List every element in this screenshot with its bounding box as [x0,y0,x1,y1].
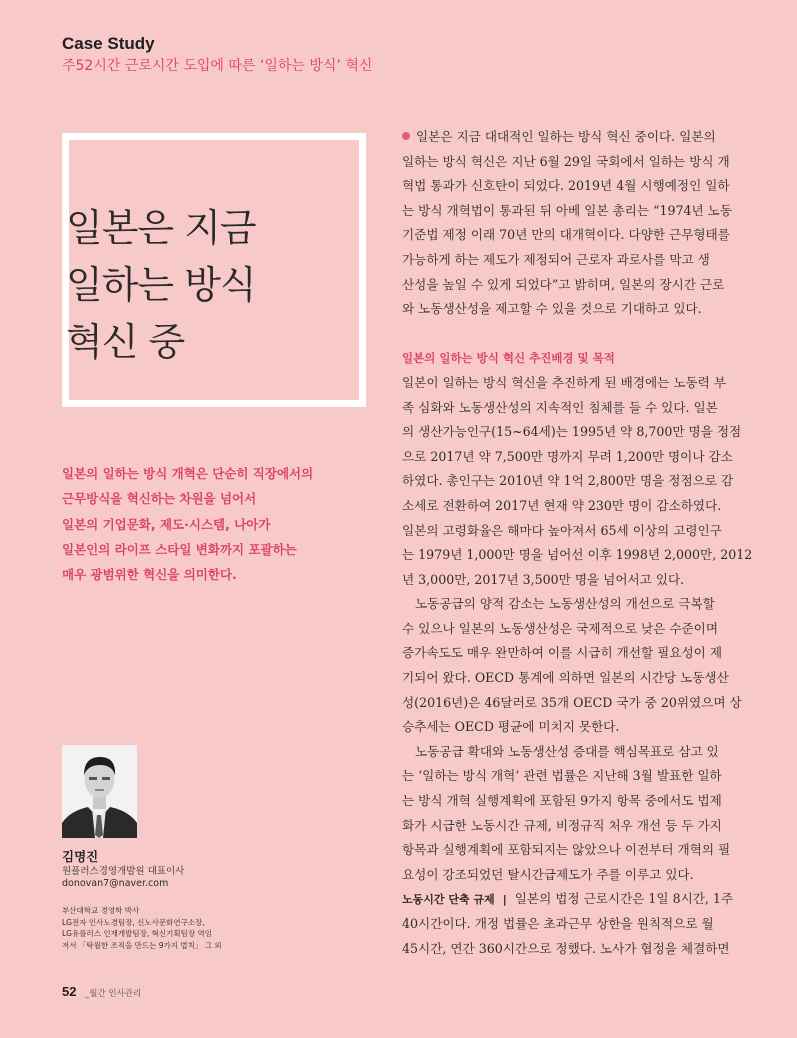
body-line: 는 ‘일하는 방식 개혁’ 관련 법률은 지난해 3월 발표한 일하 [402,768,722,784]
body-line: 일본이 일하는 방식 혁신을 추진하게 된 배경에는 노동력 부 [402,374,726,390]
body-line: 40시간이다. 개정 법률은 초과근무 상한을 원칙적으로 월 [402,916,714,931]
lead-line: 일본인의 라이프 스타일 변화까지 포괄하는 [62,541,297,557]
inline-heading: 노동시간 단축 규제 [402,893,495,907]
author-email: donovan7@naver.com [62,878,169,889]
body-line: 족 심화와 노동생산성의 지속적인 침체를 들 수 있다. 일본 [402,399,718,415]
body-line: 일본의 고령화율은 해마다 높아져서 65세 이상의 고령인구 [402,522,722,538]
body-line: 는 1979년 1,000만 명을 넘어선 이후 1998년 2,000만, 2012 [402,547,753,563]
inline-separator: | [502,893,507,907]
section-heading: 일본의 일하는 방식 혁신 추진배경 및 목적 [402,351,615,366]
author-portrait-image [62,745,137,838]
article-title-line: 일본은 지금 [66,206,256,250]
author-contact [62,866,184,890]
body-line: 노동공급의 양적 감소는 노동생산성의 개선으로 극복할 [415,596,715,612]
body-line: 증가속도도 매우 완만하여 이를 시급히 개선할 필요성이 제 [402,645,722,661]
body-line: 하였다. 총인구는 2010년 약 1억 2,800만 명을 정점으로 감 [402,473,734,489]
body-line: 는 방식 개혁 실행계획에 포함된 9가지 항목 중에서도 법제 [402,793,722,809]
body-line: 의 생산가능인구(15~64세)는 1995년 약 8,700만 명을 정점 [402,424,742,440]
publication-name: _월간 인사관리 [85,989,142,999]
body-line: 기준법 제정 이래 70년 만의 대개혁이다. 다양한 근무형태를 [402,227,730,243]
body-line: 는 방식 개혁법이 통과된 뒤 아베 일본 총리는 “1974년 노동 [402,202,732,218]
lead-line: 매우 광범위한 혁신을 의미한다. [62,567,237,583]
body-line: 으로 2017년 약 7,500만 명까지 무려 1,200만 명이나 감소 [402,448,733,464]
article-title-line: 일하는 방식 [66,263,256,307]
author-bio-line: 저서 「탁월한 조직을 만드는 9가지 법칙」 그 외 [62,940,222,950]
body-line-text: 일본의 법정 근로시간은 1일 8시간, 1주 [514,891,734,907]
author-bio-line: LG유플러스 인재개발팀장, 혁신기획팀장 역임 [62,929,212,938]
bullet-icon [402,132,410,140]
section-gap [402,322,726,347]
author-bio-line: 부산대학교 경영학 박사 [62,906,140,915]
body-line: 일하는 방식 혁신은 지난 6월 29일 국회에서 일하는 방식 개 [402,153,730,169]
article-title-line: 혁신 중 [66,320,185,364]
section-title: Case Study [62,34,155,53]
section-subtitle: 주52시간 근로시간 도입에 따른 ‘일하는 방식’ 혁신 [62,58,373,74]
author-title: 원플러스경영개발원 대표이사 [62,866,185,877]
body-line [402,125,726,150]
body-line: 승추세는 OECD 평균에 미치지 못한다. [402,719,620,735]
body-line-text: 일본은 지금 대대적인 일하는 방식 혁신 중이다. 일본의 [416,129,716,144]
body-line: 와 노동생산성을 제고할 수 있을 것으로 기대하고 있다. [402,301,702,317]
body-line: 성(2016년)은 46달러로 35개 OECD 국가 중 20위였으며 상 [402,694,742,710]
lead-line: 일본의 일하는 방식 개혁은 단순히 직장에서의 [62,466,314,481]
body-line [402,887,734,912]
lead-line: 근무방식을 혁신하는 차원을 넘어서 [62,491,257,507]
lead-line: 일본의 기업문화, 제도·시스템, 나아가 [62,516,271,532]
body-line: 혁법 통과가 신호탄이 되었다. 2019년 4월 시행예정인 일하 [402,178,730,194]
body-line: 산성을 높일 수 있게 되었다”고 밝히며, 일본의 장시간 근로 [402,276,725,292]
lead-summary [62,461,362,587]
author-name: 김명진 [62,849,99,864]
body-line: 요성이 강조되었던 탈시간급제도가 주를 이루고 있다. [402,866,694,882]
article-body [402,125,753,961]
body-line: 소세로 전환하여 2017년 현재 약 230만 명이 감소하였다. [402,497,722,513]
body-line: 년 3,000만, 2017년 3,500만 명을 넘어서고 있다. [402,571,685,587]
body-line: 가능하게 하는 제도가 제정되어 근로자 과로사를 막고 생 [402,251,710,267]
author-photo [62,745,137,838]
author-bio-line: LG전자 인사노경팀장, 신노사문화연구소장, [62,917,205,927]
body-line: 항목과 실행계획에 포함되지는 않았으나 이전부터 개혁의 필 [402,842,731,858]
page-number: 52 [62,984,77,999]
body-line: 수 있으나 일본의 노동생산성은 국제적으로 낮은 수준이며 [402,620,718,636]
body-line: 45시간, 연간 360시간으로 정했다. 노사가 협정을 체결하면 [402,940,730,956]
author-bio [62,905,222,951]
article-title [66,200,356,371]
body-line: 화가 시급한 노동시간 규제, 비정규직 처우 개선 등 두 가지 [402,817,722,833]
body-line: 노동공급 확대와 노동생산성 증대를 핵심목표로 삼고 있 [415,743,719,759]
body-line: 기되어 왔다. OECD 통계에 의하면 일본의 시간당 노동생산 [402,670,729,686]
